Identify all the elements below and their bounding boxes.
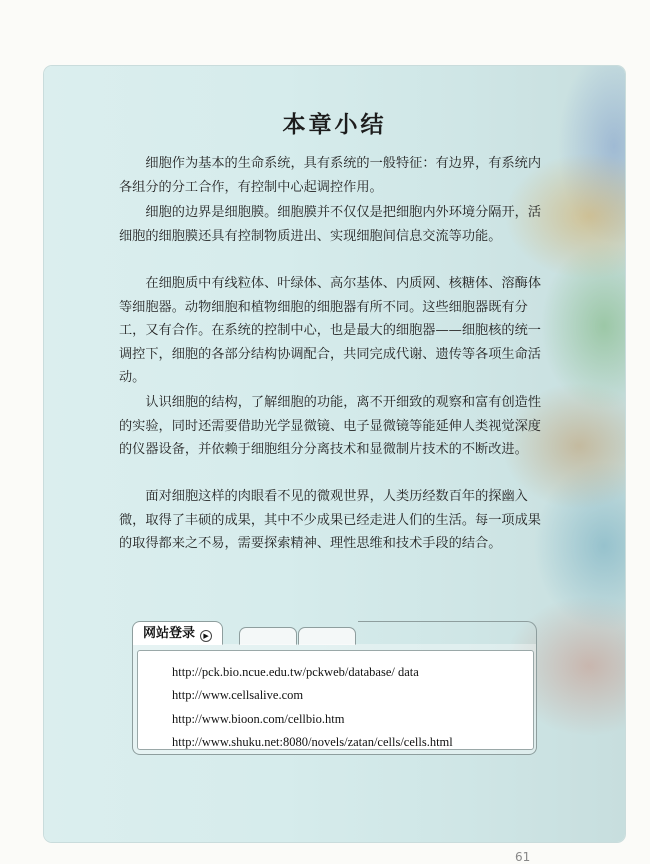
paragraph-4: 认识细胞的结构，了解细胞的功能，离不开细致的观察和富有创造性的实验，同时还需要借助光学显微镜、电子显微镜等能延伸人类视觉深度的仪器设备，并依赖于细胞组分分离技术和显微制片技术的不断改进。 <box>119 395 542 457</box>
tab-label: 网站登录 <box>143 626 196 641</box>
website-link[interactable]: http://pck.bio.ncue.edu.tw/pckweb/database/ data <box>172 665 419 679</box>
website-link[interactable]: http://www.shuku.net:8080/novels/zatan/cells/cells.html <box>172 735 453 749</box>
paragraph-1: 细胞作为基本的生命系统，具有系统的一般特征：有边界，有系统内各组分的分工合作，有控制中心起调控作用。 <box>119 156 542 195</box>
chapter-summary-panel <box>44 66 625 842</box>
tab-blank-2[interactable] <box>298 627 356 645</box>
paragraph-5: 面对细胞这样的肉眼看不见的微观世界，人类历经数百年的探幽入微，取得了丰硕的成果，其中不少成果已经走进人们的生活。每一项成果的取得都来之不易，需要探索精神、理性思维和技术手段的结合。 <box>119 489 541 551</box>
arrow-right-icon: ▶ <box>200 630 212 642</box>
page-title: 本章小结 <box>282 112 387 138</box>
website-tabs <box>132 621 537 645</box>
website-list <box>137 650 534 750</box>
paragraph-2: 细胞的边界是细胞膜。细胞膜并不仅仅是把细胞内外环境分隔开，活细胞的细胞膜还具有控制物质进出、实现细胞间信息交流等功能。 <box>119 205 542 244</box>
website-link[interactable]: http://www.cellsalive.com <box>172 688 304 702</box>
paragraph-3: 在细胞质中有线粒体、叶绿体、高尔基体、内质网、核糖体、溶酶体等细胞器。动物细胞和植物细胞的细胞器有所不同。这些细胞器既有分工，又有合作。在系统的控制中心，也是最大的细胞器——细胞核的统一调控下，细胞的各部分结构协调配合，共同完成代谢、遗传等各项生命活动。 <box>119 276 542 385</box>
tab-website-login[interactable] <box>132 621 223 645</box>
website-login-box <box>132 621 537 757</box>
tab-border <box>358 621 537 645</box>
website-list-frame <box>132 644 537 755</box>
page-number: 61 <box>515 850 531 864</box>
tab-blank-1[interactable] <box>239 627 297 645</box>
website-link[interactable]: http://www.bioon.com/cellbio.htm <box>172 712 345 726</box>
